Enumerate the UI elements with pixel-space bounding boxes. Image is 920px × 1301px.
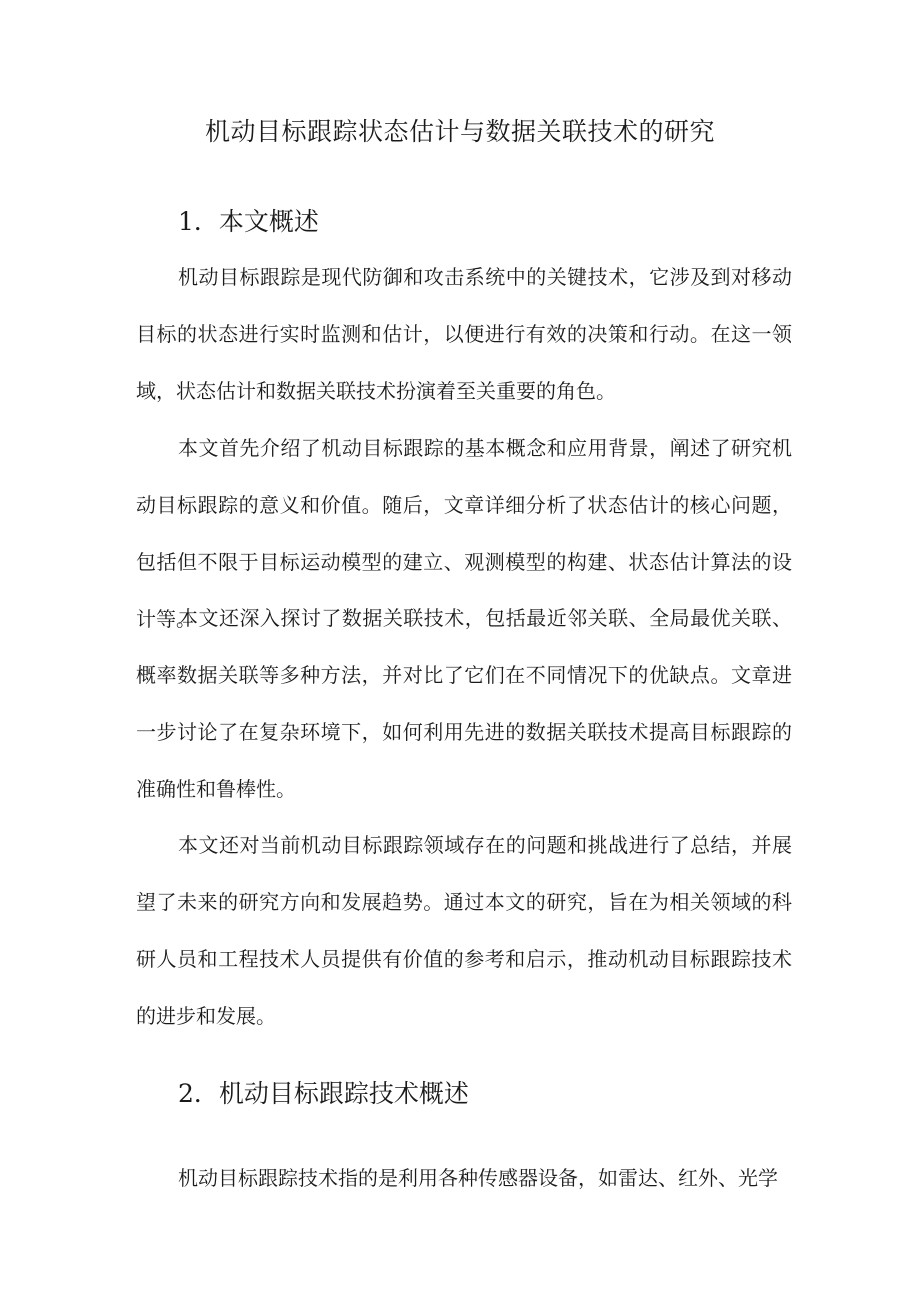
section-1-paragraph-4: 本文还对当前机动目标跟踪领域存在的问题和挑战进行了总结，并展望了未来的研究方向和发展趋势。通过本文的研究，旨在为相关领域的科研人员和工程技术人员提供有价值的参考和启示，推动机动目标跟踪技术的进步和发展。 — [136, 833, 792, 1028]
section-1-paragraph-1: 机动目标跟踪是现代防御和攻击系统中的关键技术，它涉及到对移动目标的状态进行实时监测和估计，以便进行有效的决策和行动。在这一领域，状态估计和数据关联技术扮演着至关重要的角色。 — [136, 265, 792, 403]
section-1-heading: 1．本文概述 — [178, 207, 319, 236]
section-1-paragraph-3: 本文还深入探讨了数据关联技术，包括最近邻关联、全局最优关联、概率数据关联等多种方法，并对比了它们在不同情况下的优缺点。文章进一步讨论了在复杂环境下，如何利用先进的数据关联技术提高目标跟踪的准确性和鲁棒性。 — [136, 606, 792, 801]
section-1-paragraph-2: 本文首先介绍了机动目标跟踪的基本概念和应用背景，阐述了研究机动目标跟踪的意义和价值。随后，文章详细分析了状态估计的核心问题，包括但不限于目标运动模型的建立、观测模型的构建、状态估计算法的设计等。 — [136, 436, 792, 631]
document-title: 机动目标跟踪状态估计与数据关联技术的研究 — [204, 117, 715, 146]
section-2-paragraph-1: 机动目标跟踪技术指的是利用各种传感器设备，如雷达、红外、光学 — [178, 1166, 778, 1190]
section-2-heading: 2．机动目标跟踪技术概述 — [178, 1079, 469, 1108]
